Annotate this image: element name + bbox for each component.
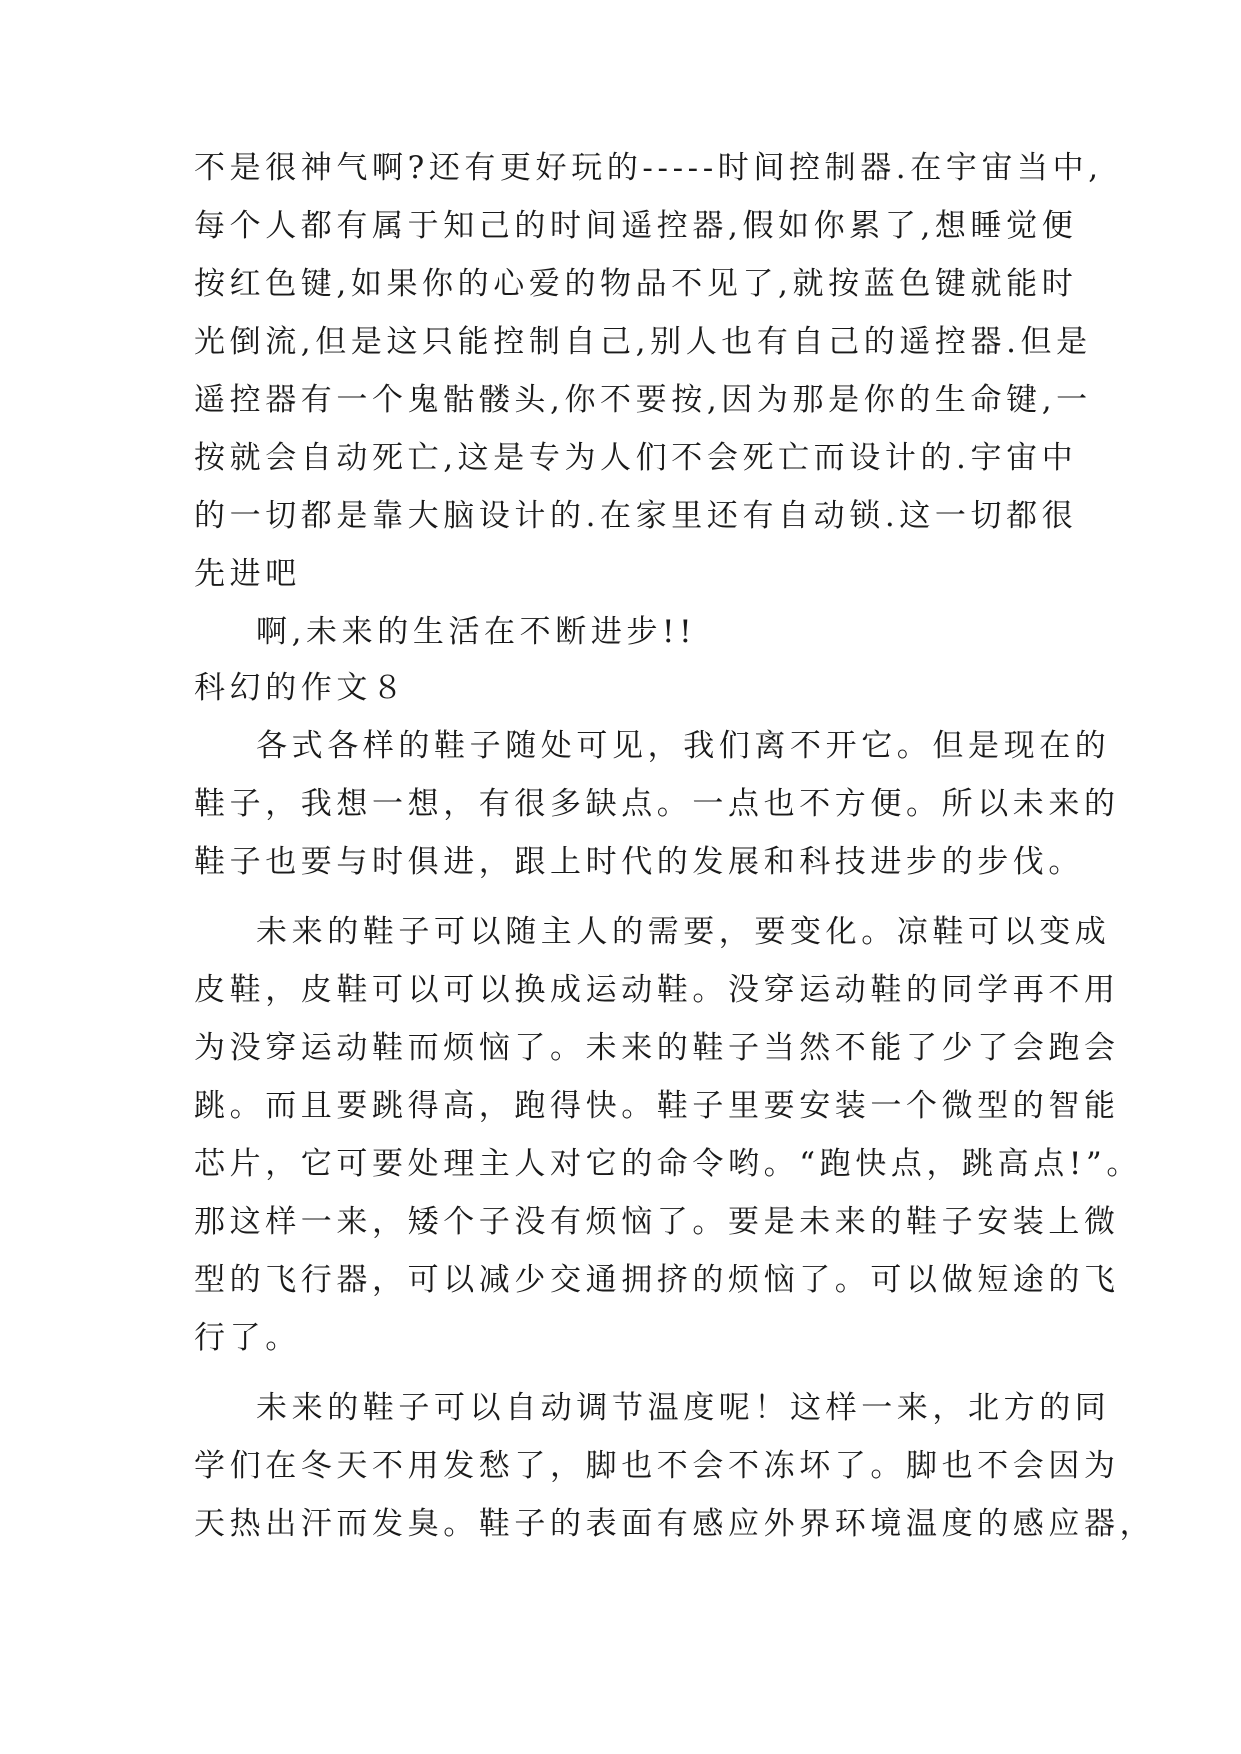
text-line: 啊,未来的生活在不断进步!! (256, 614, 697, 650)
text-line: 鞋子也要与时俱进，跟上时代的发展和科技进步的步伐。 (194, 844, 1084, 880)
text-line: 未来的鞋子可以随主人的需要，要变化。凉鞋可以变成 (256, 914, 1111, 950)
text-line: 各式各样的鞋子随处可见，我们离不开它。但是现在的 (256, 728, 1111, 764)
text-line: 芯片，它可要处理主人对它的命令哟。“跑快点，跳高点!”。 (194, 1146, 1142, 1182)
text-line: 皮鞋，皮鞋可以可以换成运动鞋。没穿运动鞋的同学再不用 (194, 972, 1120, 1008)
text-line: 天热出汗而发臭。鞋子的表面有感应外界环境温度的感应器， (194, 1506, 1156, 1542)
text-line: 按就会自动死亡,这是专为人们不会死亡而设计的.宇宙中 (194, 440, 1078, 476)
text-line: 学们在冬天不用发愁了，脚也不会不冻坏了。脚也不会因为 (194, 1448, 1120, 1484)
text-line: 按红色键,如果你的心爱的物品不见了,就按蓝色键就能时 (194, 266, 1078, 302)
text-line: 为没穿运动鞋而烦恼了。未来的鞋子当然不能了少了会跑会 (194, 1030, 1120, 1066)
section-heading: 科幻的作文８ (194, 670, 408, 706)
text-line: 那这样一来，矮个子没有烦恼了。要是未来的鞋子安装上微 (194, 1204, 1120, 1240)
text-line: 鞋子，我想一想，有很多缺点。一点也不方便。所以未来的 (194, 786, 1120, 822)
text-line: 的一切都是靠大脑设计的.在家里还有自动锁.这一切都很 (194, 498, 1078, 534)
text-line: 先进吧 (194, 556, 301, 592)
text-line: 每个人都有属于知己的时间遥控器,假如你累了,想睡觉便 (194, 208, 1078, 244)
text-line: 行了。 (194, 1320, 301, 1356)
text-line: 光倒流,但是这只能控制自己,别人也有自己的遥控器.但是 (194, 324, 1092, 360)
text-line: 型的飞行器，可以减少交通拥挤的烦恼了。可以做短途的飞 (194, 1262, 1120, 1298)
text-line: 遥控器有一个鬼骷髅头,你不要按,因为那是你的生命键,一 (194, 382, 1092, 418)
text-line: 跳。而且要跳得高，跑得快。鞋子里要安装一个微型的智能 (194, 1088, 1120, 1124)
text-line: 未来的鞋子可以自动调节温度呢！这样一来，北方的同 (256, 1390, 1111, 1426)
text-line: 不是很神气啊?还有更好玩的-----时间控制器.在宇宙当中, (194, 150, 1103, 186)
